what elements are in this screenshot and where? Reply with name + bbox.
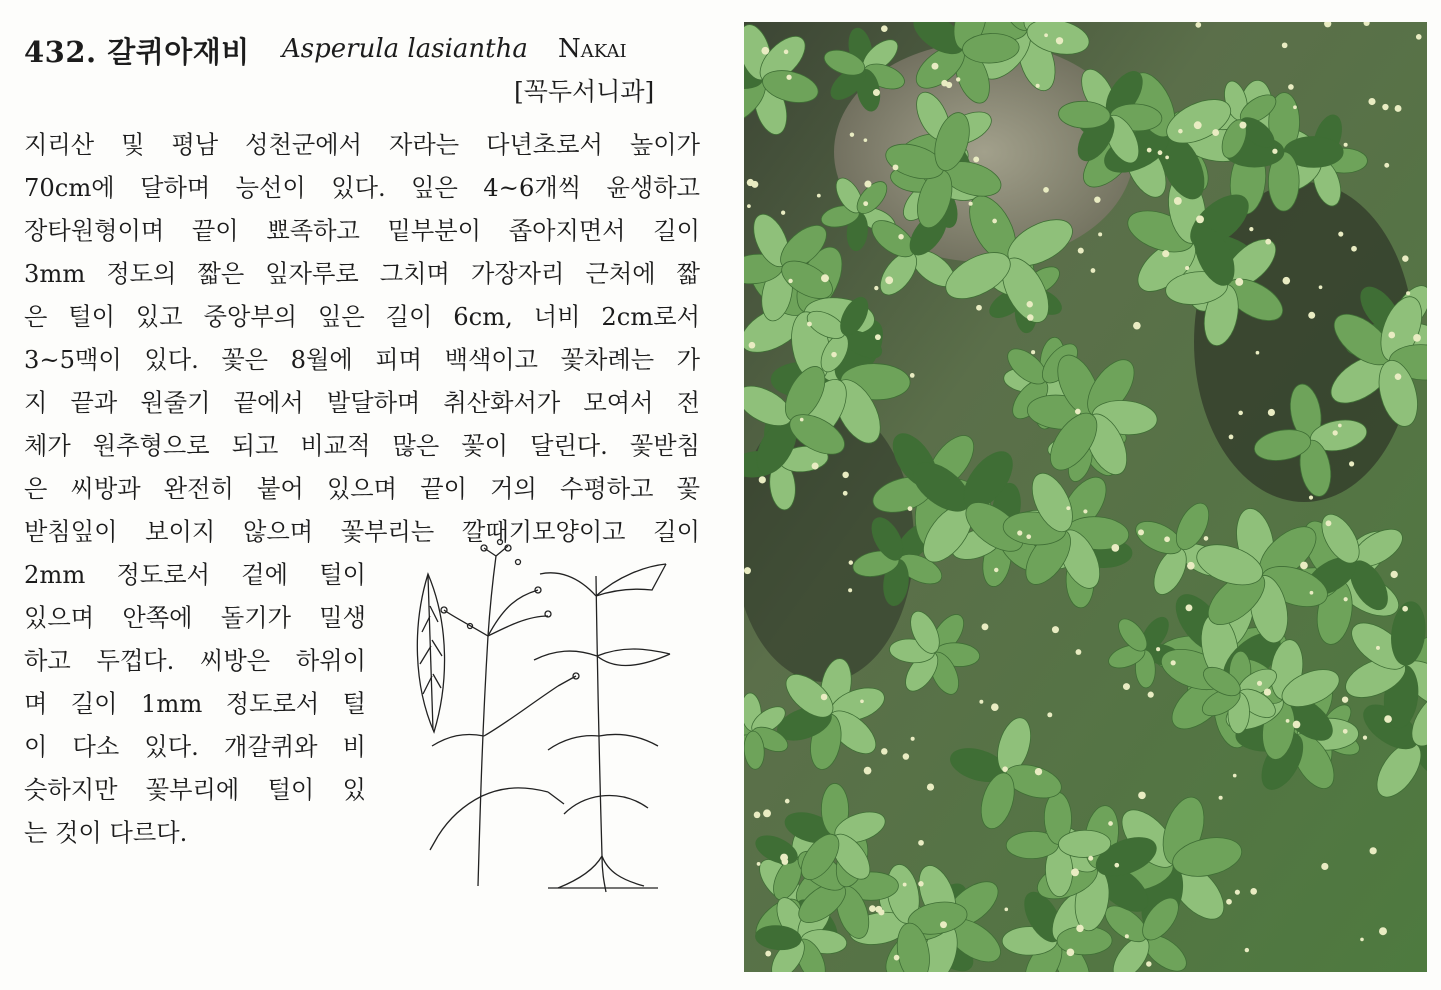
- text-line: 장타원형이며 끝이 뾰족하고 밑부분이 좁아지면서 길이: [24, 217, 700, 245]
- text-line: 은 씨방과 완전히 붙어 있으며 끝이 거의 수평하고 꽃: [24, 475, 700, 503]
- family-name: [꼭두서니과]: [514, 77, 655, 106]
- entry-header: [24, 30, 704, 110]
- text-line: 슷하지만 꽃부리에 털이 있: [24, 776, 366, 804]
- text-line: 70cm에 달하며 능선이 있다. 잎은 4~6개씩 윤생하고: [24, 174, 700, 202]
- text-line: 며 길이 1mm 정도로서 털: [24, 690, 366, 718]
- text-line: 하고 두껍다. 씨방은 하위이: [24, 647, 366, 675]
- text-line: 3mm 정도의 짧은 잎자루로 그치며 가장자리 근처에 짧: [24, 260, 700, 288]
- plant-photo: [744, 22, 1427, 972]
- text-line: 는 것이 다르다.: [24, 819, 188, 847]
- author-name: Nakai: [558, 34, 627, 64]
- text-line: 이 다소 있다. 개갈퀴와 비: [24, 733, 366, 761]
- entry-title: 432. 갈퀴아재비: [24, 35, 250, 69]
- text-line: 은 털이 있고 중앙부의 잎은 길이 6cm, 너비 2cm로서: [24, 303, 700, 331]
- text-line: 받침잎이 보이지 않으며 꽃부리는 깔때기모양이고 길이: [24, 518, 700, 546]
- text-line: 체가 원추형으로 되고 비교적 많은 꽃이 달린다. 꽃받침: [24, 432, 700, 460]
- text-line: 있으며 안쪽에 돌기가 밀생: [24, 604, 366, 632]
- botanical-illustration: [408, 536, 678, 896]
- text-line: 지리산 및 평남 성천군에서 자라는 다년초로서 높이가: [24, 131, 700, 159]
- text-line: 3~5맥이 있다. 꽃은 8월에 피며 백색이고 꽃차례는 가: [24, 346, 700, 374]
- text-line: 지 끝과 원줄기 끝에서 발달하며 취산화서가 모여서 전: [24, 389, 700, 417]
- scientific-name: Asperula lasiantha: [282, 34, 528, 64]
- text-line: 2mm 정도로서 겉에 털이: [24, 561, 366, 589]
